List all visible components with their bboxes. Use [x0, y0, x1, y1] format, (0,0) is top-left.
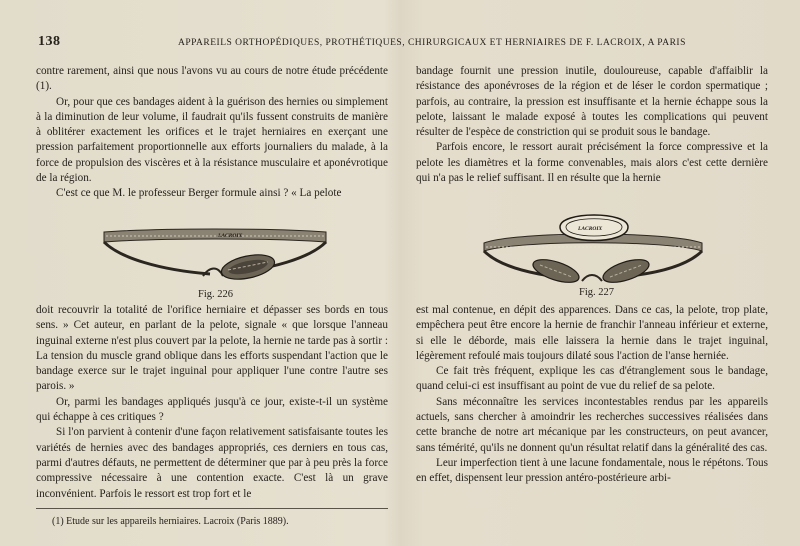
right-column-top — [416, 64, 768, 186]
footnote-divider — [36, 508, 388, 509]
paragraph: Or, pour que ces bandages aident à la guérison des hernies ou simplement à la diminution de leur volume, il faudrait qu'ils fussent construits de manière à oblitérer exactement les orifices et le trajet herniaires en exerçant une pression parfaitement proportionnelle aux efforts journaliers du malade, à la force de propulsion des viscères et à la résistance musculaire et aponévrotique de la région. — [36, 95, 388, 185]
running-head: APPAREILS ORTHOPÉDIQUES, PROTHÉTIQUES, CHIRURGICAUX ET HERNIAIRES DE F. LACROIX, A PARIS — [178, 38, 686, 48]
paragraph: C'est ce que M. le professeur Berger formule ainsi ? « La pelote — [56, 187, 342, 200]
paragraph: bandage fournit une pression inutile, douloureuse, capable d'affaiblir la résistance des aponévroses de la région et de léser le cordon spermatique ; parfois, au contraire, la pression est insuffisante et la hernie échappe sous la pelote, laissant le malade exposé à toutes les complications qui peuvent résulter de l'espèce de constriction qui se produit sous le bandage. — [416, 65, 768, 139]
paragraph: Ce fait très fréquent, explique les cas d'étranglement sous le bandage, quand celui-ci est insuffisant au point de vue du relief de sa pelote. — [416, 365, 768, 393]
paragraph: Si l'on parvient à contenir d'une façon relativement satisfaisante toutes les variétés de hernies avec des bandages appropriés, ces derniers en tous cas, parmi d'autres défauts, ne permettent de déterminer que par à peu près la force compressive nécessaire à une contention exacte. C'est là un grave inconvénient. Parfois le ressort est trop fort et le — [36, 426, 388, 500]
left-column-bottom — [36, 303, 388, 502]
page-number: 138 — [38, 34, 61, 49]
engraving-label: LACROIX — [218, 233, 243, 239]
paragraph: Or, parmi les bandages appliqués jusqu'à ce jour, existe-t-il un système qui échappe à ces critiques ? — [36, 395, 388, 424]
paragraph: est mal contenue, en dépit des apparences. Dans ce cas, la pelote, trop plate, empêchera peut être encore la hernie de franchir l'anneau inférieur et externe, si elle le déborde, mais elle laissera la hernie dans le trajet inguinal, légèrement refoulé mais toujours dilaté sous l'action de l'anse herniée. — [416, 304, 768, 362]
figure-caption-227: Fig. 227 — [579, 287, 615, 298]
paragraph: Parfois encore, le ressort aurait précisément la force compressive et la pelote les diamètres et la forme convenables, mais alors c'est cette dernière qui n'a pas le relief suffisant. Il en résulte que la hernie — [416, 141, 768, 185]
paragraph: contre rarement, ainsi que nous l'avons vu au cours de notre étude précédente (1). — [36, 65, 388, 93]
paragraph: doit recouvrir la totalité de l'orifice herniaire et dépasser ses bords en tous sens. » Cet auteur, en parlant de la pelote, signale « que lorsque l'anneau inguinal externe n'est plus couvert par la pelote, la hernie ne tarde pas à sortir : La tension du muscle grand oblique dans les efforts suspendant l'action que le bandage exerce sur le trajet inguinal pour appliquer l'une contre l'autre ses parois. » — [36, 304, 388, 393]
paragraph: Sans méconnaître les services incontestables rendus par les appareils actuels, sans chercher à amoindrir les recherches successives réalisées dans cette branche de notre art mécanique par les constructeurs, on peut avancer, sans témérité, qu'ils ne donnent qu'un résultat relatif dans la généralité des cas. — [416, 395, 768, 454]
figure-caption-226: Fig. 226 — [198, 289, 234, 300]
truss-illustration-fig-226 — [100, 218, 330, 298]
engraving-label: LACROIX — [578, 226, 603, 232]
truss-illustration-fig-227 — [478, 205, 708, 300]
right-column-bottom — [416, 303, 768, 487]
footnote: (1) Etude sur les appareils herniaires. Lacroix (Paris 1889). — [52, 516, 289, 527]
page-header — [38, 34, 774, 51]
paragraph: Leur imperfection tient à une lacune fondamentale, nous le répétons. Tous en effet, dispensent leur pression antéro-postérieure arbi- — [416, 456, 768, 485]
left-column-top — [36, 64, 388, 202]
